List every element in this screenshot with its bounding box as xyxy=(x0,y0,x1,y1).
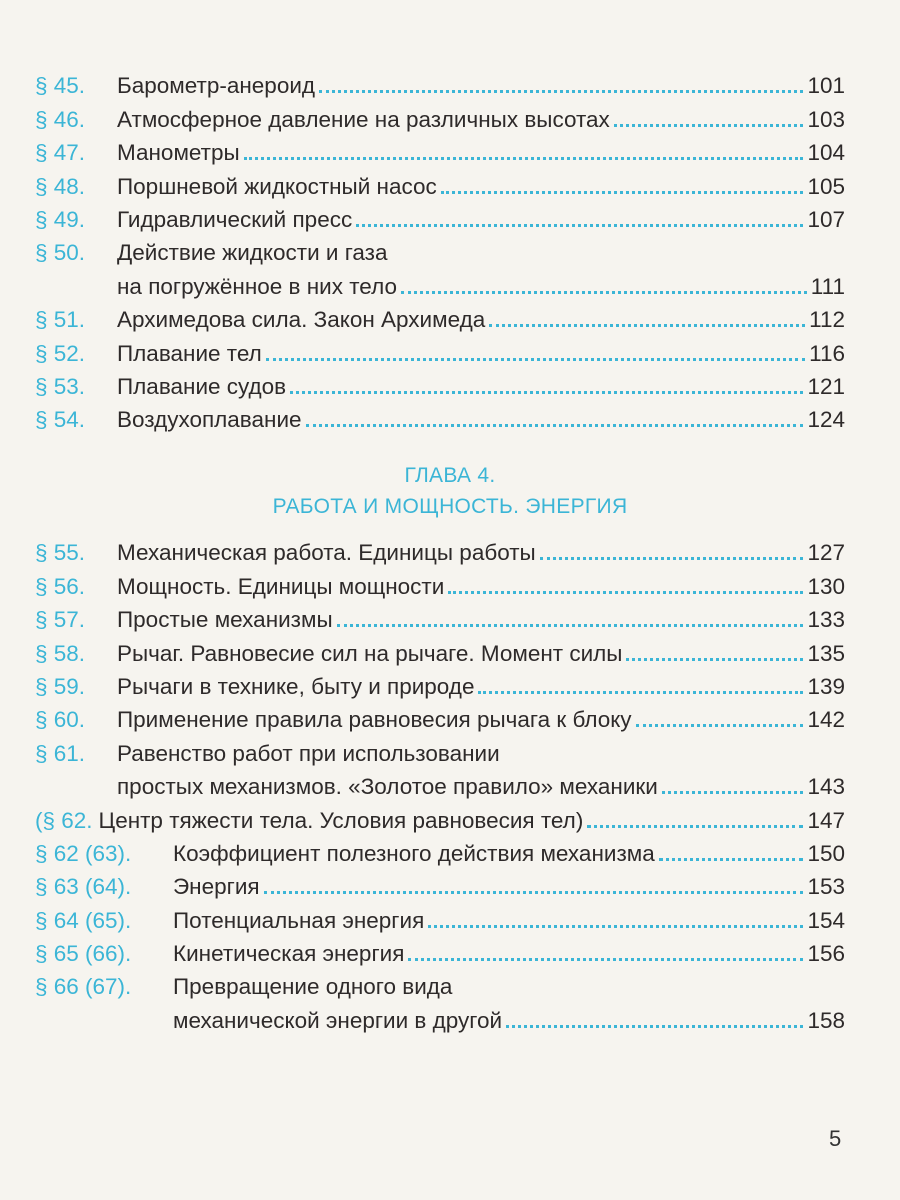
page-reference: 156 xyxy=(807,941,845,967)
section-number: § 49. xyxy=(35,206,86,232)
dot-leader xyxy=(337,624,804,627)
dot-leader xyxy=(290,391,803,394)
page-reference: 116 xyxy=(809,340,845,366)
page-reference: 105 xyxy=(807,173,845,199)
section-title: Рычаг. Равновесие сил на рычаге. Момент силы xyxy=(117,640,623,666)
toc-entry-line xyxy=(35,266,845,299)
toc-entry-line xyxy=(35,533,845,566)
section-title: Архимедова сила. Закон Архимеда xyxy=(117,307,486,333)
dot-leader xyxy=(356,224,803,227)
page-reference: 107 xyxy=(807,206,845,232)
dot-leader xyxy=(401,291,807,294)
toc-entry-line xyxy=(35,133,845,166)
toc-entry-line xyxy=(35,233,845,266)
dot-leader xyxy=(626,658,803,661)
section-number: § 65 (66). xyxy=(35,941,132,967)
toc-entry-line xyxy=(35,967,845,1000)
dot-leader xyxy=(614,124,804,127)
section-number: § 62 (63). xyxy=(35,840,132,866)
toc-entry-line xyxy=(35,633,845,666)
section-number: § 52. xyxy=(35,340,86,366)
page-reference: 112 xyxy=(809,307,845,333)
dot-leader xyxy=(659,858,804,861)
toc-entry-line xyxy=(35,733,845,766)
toc-entry-line xyxy=(35,800,845,833)
page-reference: 153 xyxy=(807,874,845,900)
section-number: § 45. xyxy=(35,73,86,99)
toc-section-work-energy xyxy=(35,533,845,1034)
section-title: Атмосферное давление на различных высотах xyxy=(117,106,610,132)
section-title: Механическая работа. Единицы работы xyxy=(117,540,536,566)
section-title: Рычаги в технике, быту и природе xyxy=(117,673,475,699)
dot-leader xyxy=(266,358,805,361)
dot-leader xyxy=(428,925,803,928)
toc-entry-line xyxy=(35,600,845,633)
section-title: Воздухоплавание xyxy=(117,407,302,433)
section-number: § 53. xyxy=(35,373,86,399)
section-title: Потенциальная энергия xyxy=(173,907,425,933)
dot-leader xyxy=(587,825,803,828)
toc-entry-line xyxy=(35,867,845,900)
section-number: § 51. xyxy=(35,307,86,333)
section-number: § 46. xyxy=(35,106,86,132)
toc-entry-line xyxy=(35,934,845,967)
toc-entry-line xyxy=(35,834,845,867)
section-number: § 66 (67). xyxy=(35,974,132,1000)
section-title: на погружённое в них тело xyxy=(117,273,397,299)
dot-leader xyxy=(540,557,804,560)
page-reference: 150 xyxy=(807,840,845,866)
page-reference: 103 xyxy=(807,106,845,132)
section-title: Энергия xyxy=(173,874,260,900)
section-title: Действие жидкости и газа xyxy=(117,240,388,266)
toc-entry-line xyxy=(35,900,845,933)
page-number: 5 xyxy=(829,1126,842,1151)
section-number: § 47. xyxy=(35,140,86,166)
section-number: § 59. xyxy=(35,673,86,699)
page-reference: 127 xyxy=(807,540,845,566)
toc-entry-line xyxy=(35,1000,845,1033)
page-reference: 121 xyxy=(807,373,845,399)
dot-leader xyxy=(662,791,804,794)
page-reference: 147 xyxy=(807,807,845,833)
section-number: § 58. xyxy=(35,640,86,666)
page-reference: 101 xyxy=(807,73,845,99)
section-title: Плавание судов xyxy=(117,373,287,399)
toc-entry-line xyxy=(35,99,845,132)
dot-leader xyxy=(478,691,803,694)
section-number: § 48. xyxy=(35,173,86,199)
dot-leader xyxy=(408,958,803,961)
section-number: § 50. xyxy=(35,240,86,266)
toc-entry-line xyxy=(35,300,845,333)
section-number: § 55. xyxy=(35,540,86,566)
toc-entry-line xyxy=(35,367,845,400)
dot-leader xyxy=(306,424,804,427)
toc-entry-line xyxy=(35,566,845,599)
section-title: Коэффициент полезного действия механизма xyxy=(173,840,655,866)
section-number: § 54. xyxy=(35,407,86,433)
page-reference: 143 xyxy=(807,774,845,800)
toc-entry-line xyxy=(35,166,845,199)
section-number: § 57. xyxy=(35,607,86,633)
section-title: механической энергии в другой xyxy=(173,1007,503,1033)
section-number: § 64 (65). xyxy=(35,907,132,933)
section-number: § 63 (64). xyxy=(35,874,132,900)
toc-entry-line xyxy=(35,400,845,433)
toc-entry-line xyxy=(35,767,845,800)
toc-entry-line xyxy=(35,66,845,99)
page-reference: 133 xyxy=(807,607,845,633)
section-number: (§ 62. xyxy=(35,807,93,833)
dot-leader xyxy=(264,891,804,894)
section-title: Центр тяжести тела. Условия равновесия тел) xyxy=(98,807,584,833)
dot-leader xyxy=(489,324,805,327)
page-reference: 158 xyxy=(807,1007,845,1033)
section-title: Равенство работ при использовании xyxy=(117,740,500,766)
dot-leader xyxy=(636,724,804,727)
section-title: Простые механизмы xyxy=(117,607,333,633)
section-title: Гидравлический пресс xyxy=(117,206,353,232)
page-reference: 104 xyxy=(807,140,845,166)
page-reference: 135 xyxy=(807,640,845,666)
toc-entry-line xyxy=(35,333,845,366)
section-title: Плавание тел xyxy=(117,340,262,366)
dot-leader xyxy=(319,90,803,93)
section-title: Манометры xyxy=(117,140,240,166)
section-title: Применение правила равновесия рычага к блоку xyxy=(117,707,632,733)
page-reference: 154 xyxy=(807,907,845,933)
dot-leader xyxy=(448,591,803,594)
toc-entry-line xyxy=(35,200,845,233)
page-reference: 139 xyxy=(807,673,845,699)
page-reference: 124 xyxy=(807,407,845,433)
chapter-title: РАБОТА И МОЩНОСТЬ. ЭНЕРГИЯ xyxy=(272,495,628,518)
section-title: Превращение одного вида xyxy=(173,974,453,1000)
section-title: Кинетическая энергия xyxy=(173,941,405,967)
page-reference: 111 xyxy=(810,273,845,299)
section-title: Поршневой жидкостный насос xyxy=(117,173,437,199)
toc-entry-line xyxy=(35,667,845,700)
chapter-label: ГЛАВА 4. xyxy=(404,464,496,487)
page-reference: 142 xyxy=(807,707,845,733)
section-number: § 60. xyxy=(35,707,86,733)
dot-leader xyxy=(506,1025,803,1028)
section-title: Барометр-анероид xyxy=(117,73,316,99)
section-title: простых механизмов. «Золотое правило» механики xyxy=(117,774,658,800)
toc-section-pressure xyxy=(35,66,845,433)
section-number: § 61. xyxy=(35,740,86,766)
page-reference: 130 xyxy=(807,573,845,599)
dot-leader xyxy=(244,157,804,160)
section-number: § 56. xyxy=(35,573,86,599)
dot-leader xyxy=(441,191,804,194)
section-title: Мощность. Единицы мощности xyxy=(117,573,445,599)
toc-entry-line xyxy=(35,700,845,733)
